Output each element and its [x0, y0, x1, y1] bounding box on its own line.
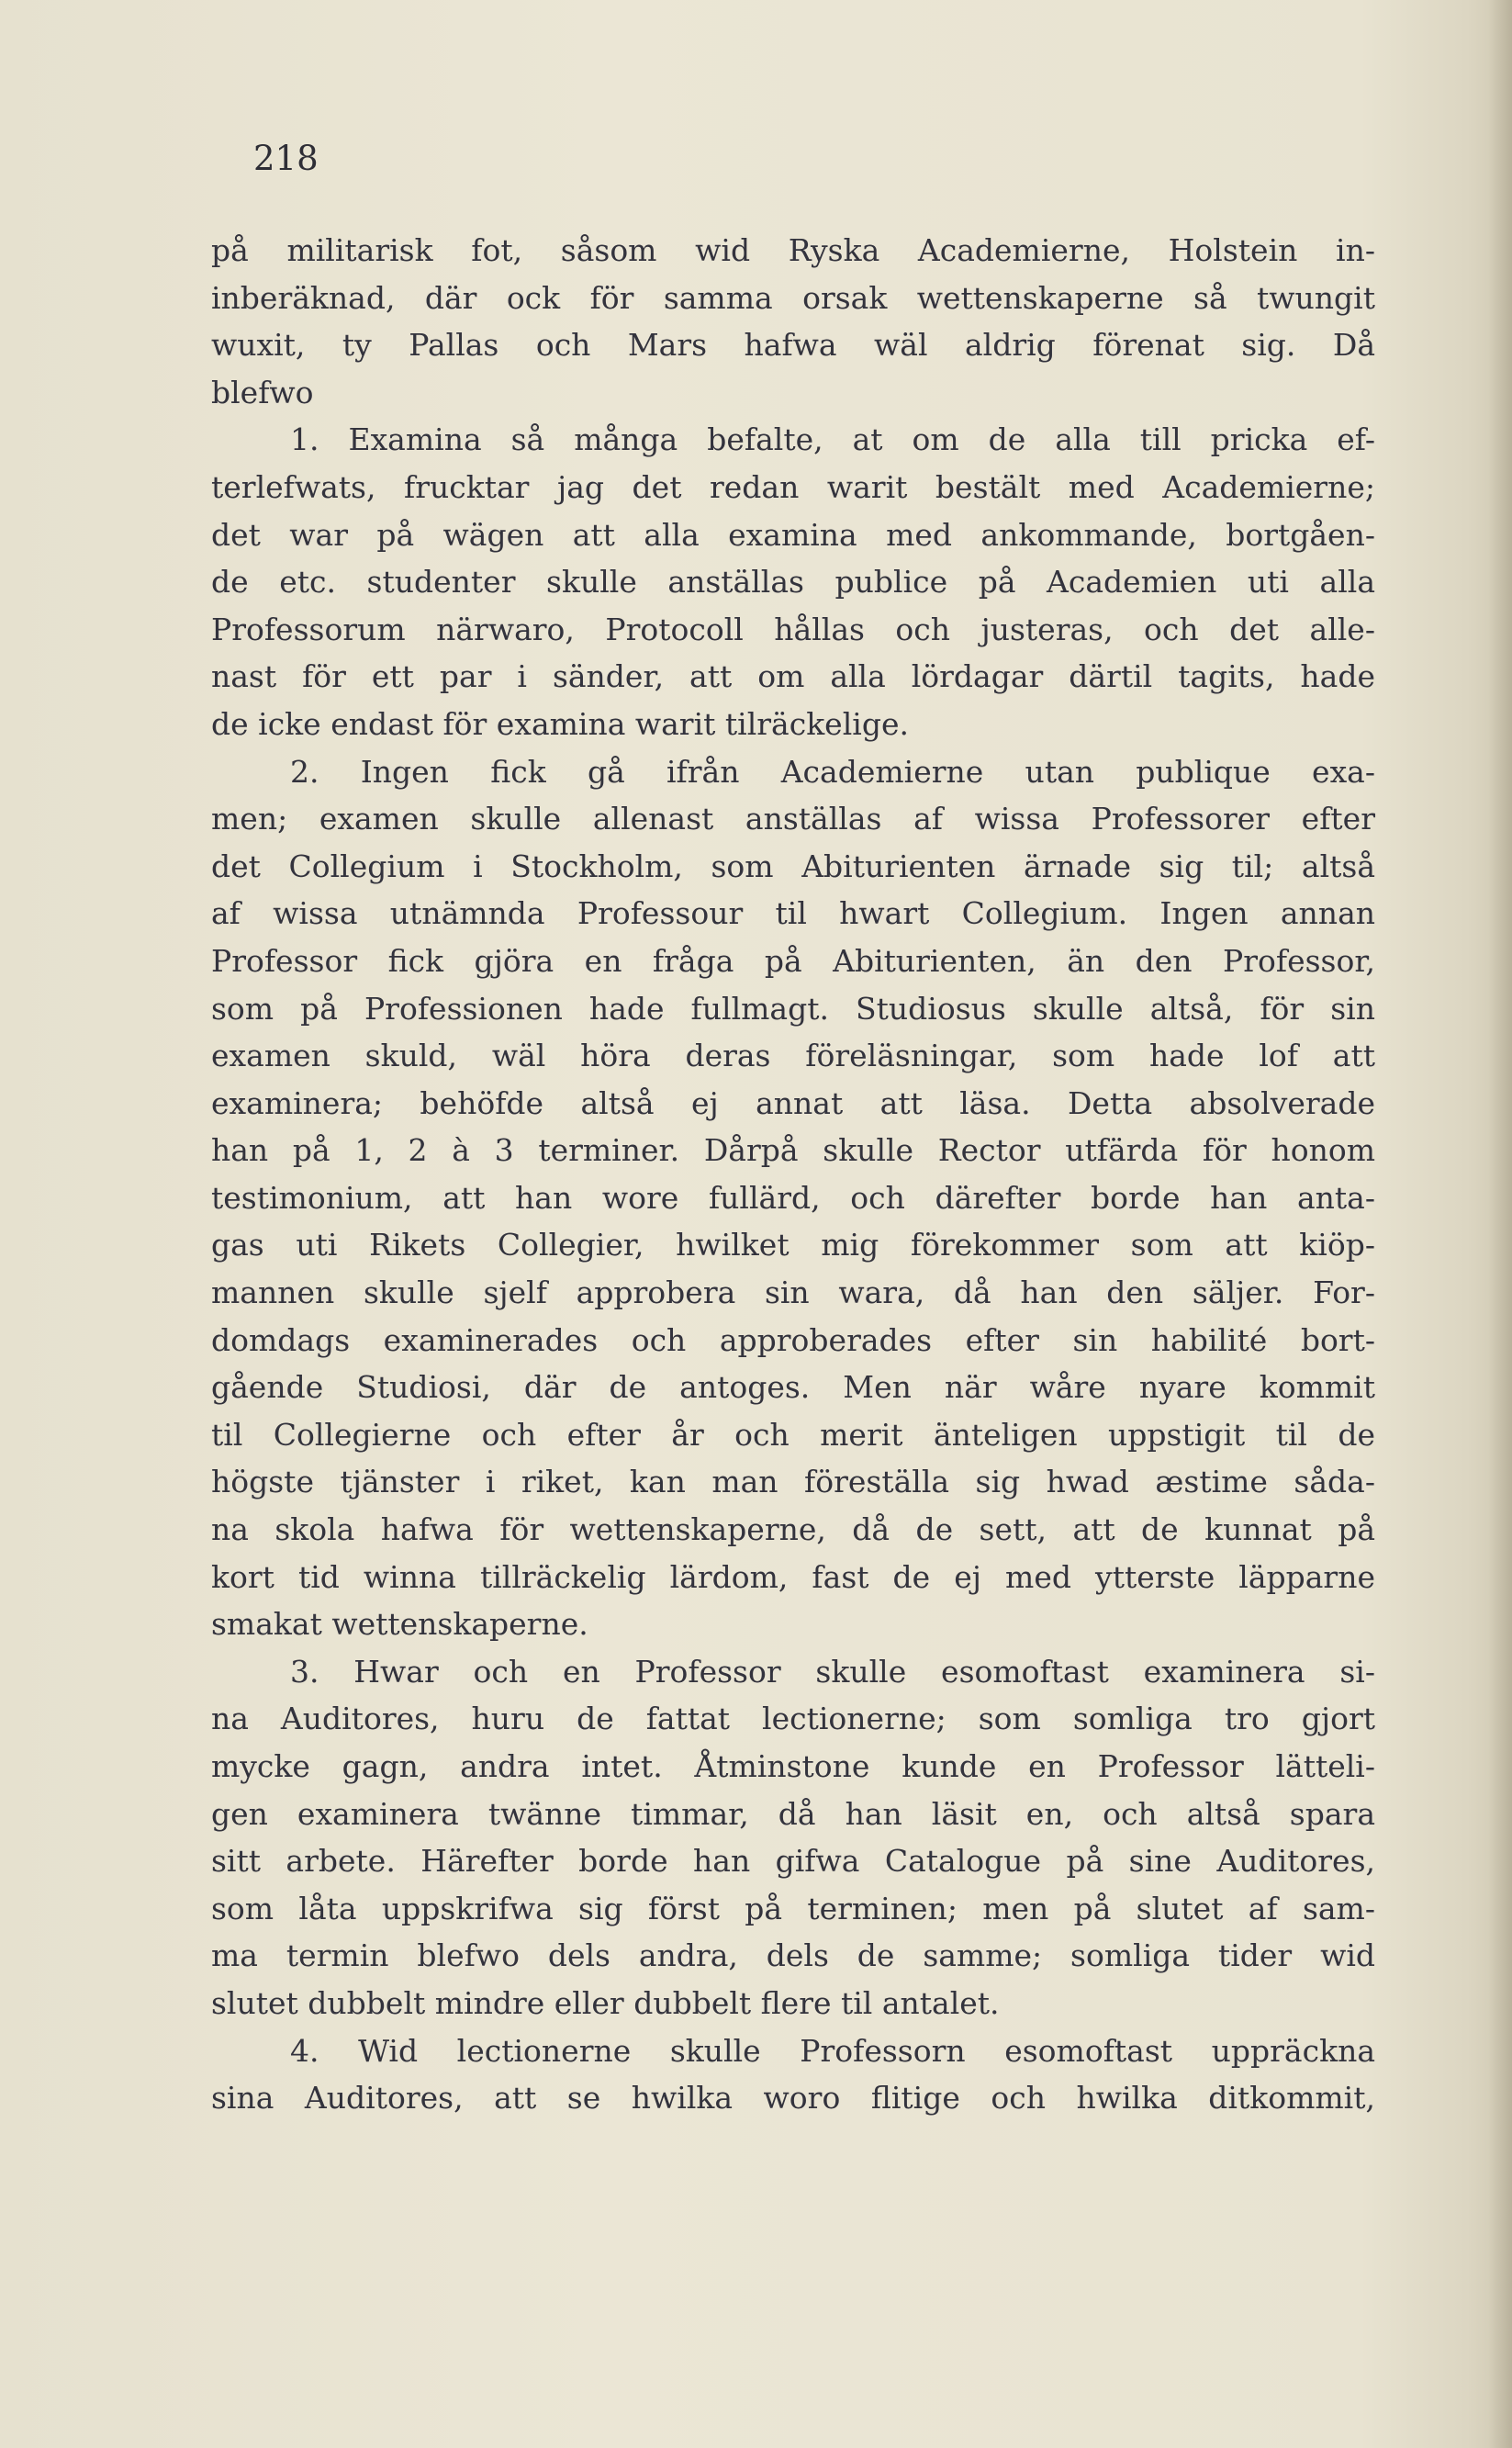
text-line: slutet dubbelt mindre eller dubbelt flere til antalet.: [211, 1984, 1000, 2021]
text-line: examinera; behöfde altså ej annat att läsa. Detta absolverade: [211, 1084, 1375, 1121]
text-line: ma termin blefwo dels andra, dels de samme; somliga tider wid: [211, 1937, 1375, 1974]
body-text: [211, 227, 1375, 2122]
text-line: det Collegium i Stockholm, som Abiturienten ärnade sig til; altså: [211, 848, 1375, 884]
text-line: Professorum närwaro, Protocoll hållas och justeras, och det alle-: [211, 611, 1375, 647]
text-line: gen examinera twänne timmar, då han läsit en, och altså spara: [211, 1795, 1375, 1832]
text-line: på militarisk fot, såsom wid Ryska Academierne, Holstein in-: [211, 232, 1375, 268]
text-line: 2. Ingen fick gå ifrån Academierne utan publique exa-: [290, 753, 1375, 790]
text-line: nast för ett par i sänder, att om alla lördagar därtil tagits, hade: [211, 658, 1375, 695]
page-number: 218: [253, 139, 319, 178]
text-line: wuxit, ty Pallas och Mars hafwa wäl aldrig förenat sig. Då: [211, 327, 1375, 364]
text-line: kort tid winna tillräckelig lärdom, fast de ej med ytterste läpparne: [211, 1558, 1375, 1595]
text-line: gas uti Rikets Collegier, hwilket mig förekommer som att kiöp-: [211, 1227, 1375, 1263]
text-line: det war på wägen att alla examina med ankommande, bortgåen-: [211, 516, 1375, 553]
text-line: 3. Hwar och en Professor skulle esomoftast examinera si-: [290, 1653, 1375, 1690]
text-line: 1. Examina så många befalte, at om de alla till pricka ef-: [290, 421, 1375, 458]
text-line: som låta uppskrifwa sig först på terminen; men på slutet af sam-: [211, 1890, 1375, 1926]
text-line: 4. Wid lectionerne skulle Professorn esomoftast uppräckna: [290, 2032, 1375, 2069]
text-line: men; examen skulle allenast anställas af wissa Professorer efter: [211, 801, 1375, 837]
text-line: de etc. studenter skulle anställas publice på Academien uti alla: [211, 564, 1375, 601]
text-line: na Auditores, huru de fattat lectionerne; som somliga tro gjort: [211, 1701, 1375, 1737]
text-line: terlefwats, frucktar jag det redan warit bestält med Academierne;: [211, 468, 1375, 505]
text-line: sitt arbete. Härefter borde han gifwa Catalogue på sine Auditores,: [211, 1843, 1375, 1880]
text-line: af wissa utnämnda Professour til hwart Collegium. Ingen annan: [211, 895, 1375, 932]
text-line: na skola hafwa för wettenskaperne, då de sett, att de kunnat på: [211, 1511, 1375, 1548]
text-line: smakat wettenskaperne.: [211, 1606, 588, 1643]
text-line: som på Professionen hade fullmagt. Studiosus skulle altså, för sin: [211, 990, 1375, 1027]
text-line: mycke gagn, andra intet. Åtminstone kunde en Professor lätteli-: [211, 1748, 1375, 1784]
page-edge-shadow: [1488, 0, 1512, 2448]
text-line: inberäknad, där ock för samma orsak wettenskaperne så twungit: [211, 279, 1375, 316]
text-line: de icke endast för examina warit tilräckelige.: [211, 705, 909, 742]
text-line: Professor fick gjöra en fråga på Abiturienten, än den Professor,: [211, 942, 1375, 979]
text-line: blefwo: [211, 374, 314, 410]
text-line: gående Studiosi, där de antoges. Men när wåre nyare kommit: [211, 1369, 1375, 1406]
text-line: sina Auditores, att se hwilka woro flitige och hwilka ditkommit,: [211, 2080, 1375, 2117]
text-line: han på 1, 2 à 3 terminer. Dårpå skulle Rector utfärda för honom: [211, 1132, 1375, 1169]
text-line: högste tjänster i riket, kan man föreställa sig hwad æstime såda-: [211, 1464, 1375, 1500]
text-line: domdags examinerades och approberades efter sin habilité bort-: [211, 1321, 1375, 1358]
text-line: examen skuld, wäl höra deras föreläsningar, som hade lof att: [211, 1038, 1375, 1074]
text-line: testimonium, att han wore fullärd, och därefter borde han anta-: [211, 1179, 1375, 1216]
text-line: til Collegierne och efter år och merit änteligen uppstigit til de: [211, 1416, 1375, 1453]
text-line: mannen skulle sjelf approbera sin wara, då han den säljer. For-: [211, 1275, 1375, 1311]
